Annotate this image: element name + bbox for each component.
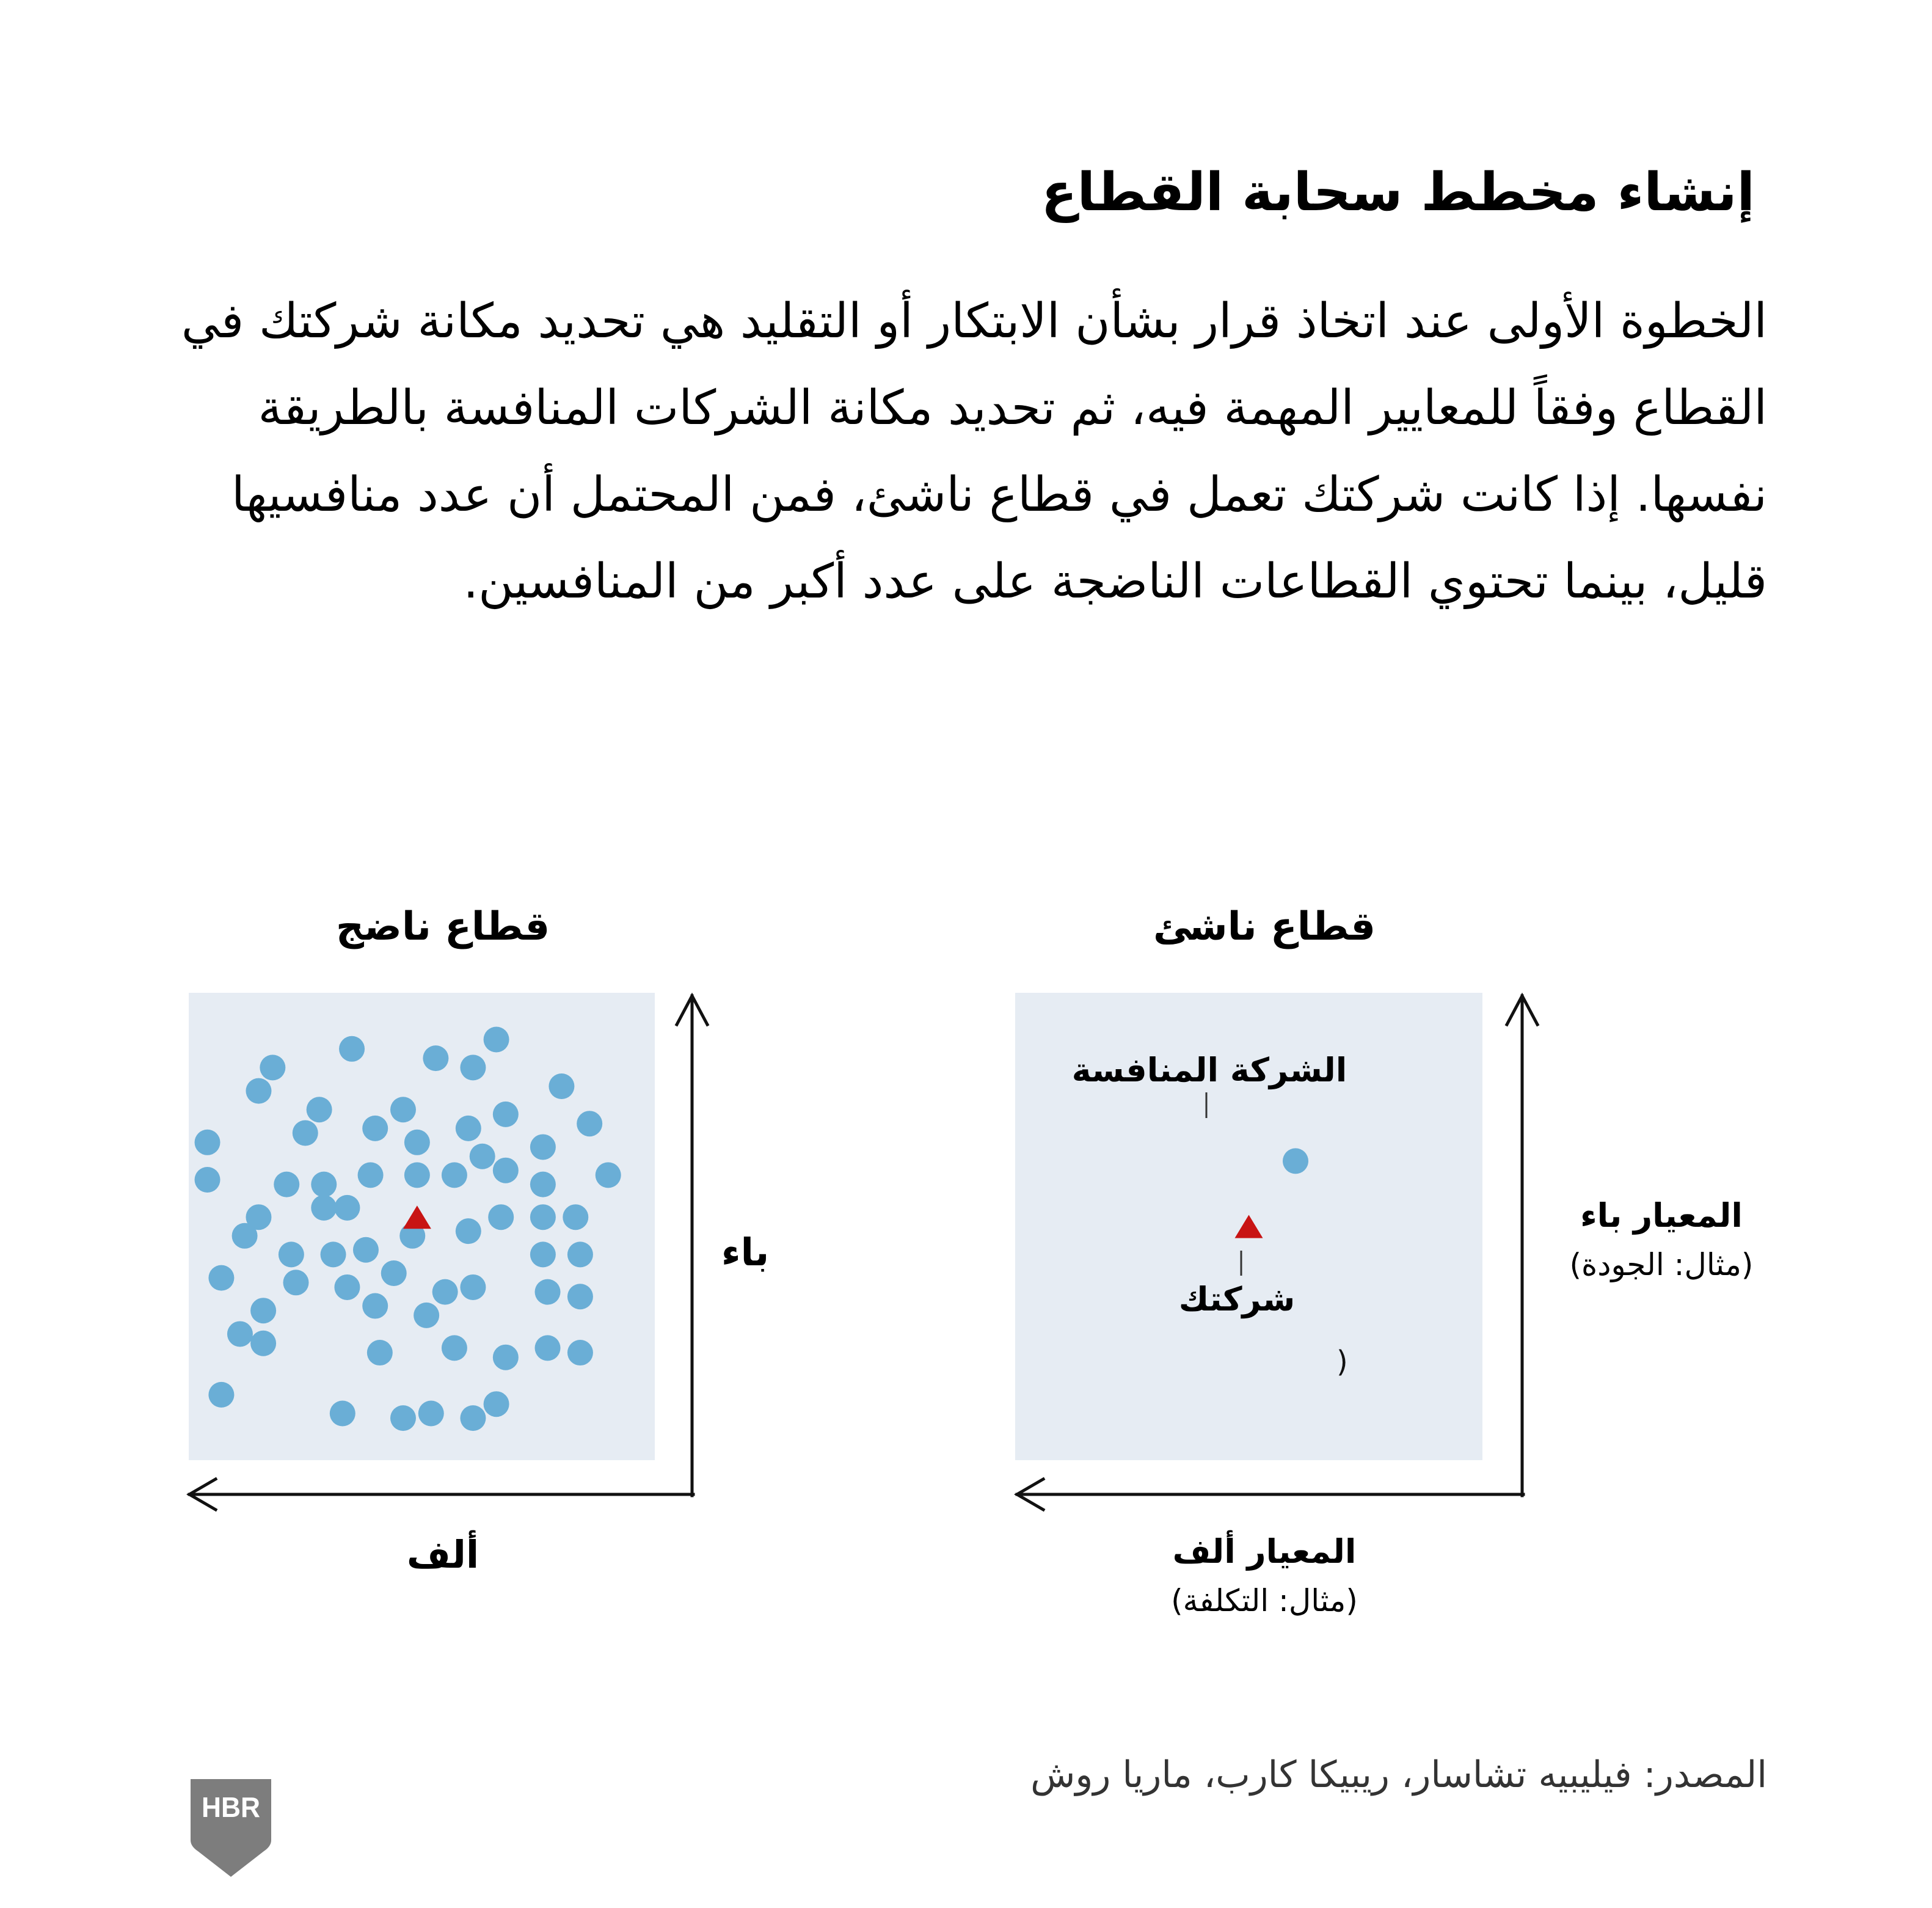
competitor-dot	[311, 1195, 337, 1221]
competitor-dot	[567, 1340, 593, 1365]
competitor-dot	[321, 1241, 346, 1267]
competitor-dot	[549, 1073, 574, 1099]
y-axis	[1507, 996, 1537, 1496]
competitor-dot	[456, 1218, 481, 1244]
competitor-dot	[596, 1162, 621, 1188]
competitor-dot	[330, 1401, 355, 1427]
competitor-dot	[442, 1162, 467, 1188]
x-axis-title: ألف	[406, 1532, 479, 1577]
competitor-dot	[1283, 1148, 1308, 1174]
competitor-dot	[530, 1204, 556, 1230]
intro-paragraph: الخطوة الأولى عند اتخاذ قرار بشأن الابتكار أو التقليد هي تحديد مكانة شركتك في القطاع وفقاً للمعايير المهمة فيه، ثم تحديد مكانة الشركات المنافسة بالطريقة نفسها. إذا كانت شركتك تعمل في قطاع ناشئ، فمن المحتمل أن عدد منافسيها قليل، بينما تحتوي القطاعات الناضجة على عدد أكبر من المنافسين.	[181, 294, 1767, 609]
competitor-dot	[530, 1172, 556, 1197]
competitor-dot	[423, 1045, 448, 1071]
competitor-dot	[530, 1241, 556, 1267]
competitor-dot	[246, 1078, 271, 1104]
competitor-dot	[195, 1167, 221, 1193]
competitor-dot	[353, 1237, 379, 1263]
competitor-dot	[334, 1274, 360, 1300]
competitor-dot	[358, 1162, 384, 1188]
stray-paren-mark: )	[1336, 1345, 1348, 1379]
competitor-dot	[418, 1401, 444, 1427]
competitor-dot	[432, 1279, 458, 1305]
competitor-dot	[279, 1241, 304, 1267]
competitor-dot	[567, 1284, 593, 1309]
competitor-dot	[390, 1097, 416, 1122]
competitor-dot	[460, 1405, 486, 1431]
competitor-dot	[535, 1279, 561, 1305]
competitor-dot	[362, 1116, 388, 1141]
x-axis-title: المعيار ألف	[1172, 1532, 1357, 1571]
competitor-dot	[493, 1158, 519, 1183]
x-axis-label	[1171, 1527, 1358, 1625]
competitor-dot	[195, 1130, 221, 1155]
competitor-dot	[460, 1055, 486, 1080]
competitor-dot	[339, 1036, 365, 1062]
competitor-dot	[493, 1345, 519, 1370]
y-axis-label	[721, 1228, 769, 1277]
competitor-dot	[250, 1298, 276, 1323]
competitor-label: الشركة المنافسة	[1071, 1051, 1347, 1089]
x-axis	[1017, 1479, 1523, 1510]
competitor-dot	[535, 1335, 561, 1361]
hbr-logo	[191, 1779, 271, 1877]
competitor-dot	[334, 1195, 360, 1221]
competitor-dot	[484, 1027, 509, 1053]
mature-industry-chart	[171, 904, 843, 1637]
competitor-dot	[274, 1172, 299, 1197]
competitor-dot	[404, 1130, 430, 1155]
y-axis-title: المعيار باء	[1580, 1196, 1743, 1235]
emerging-chart-title: قطاع ناشئ	[1153, 904, 1376, 949]
competitor-dot	[232, 1223, 258, 1249]
competitor-dot	[362, 1293, 388, 1319]
page-title: إنشاء مخطط سحابة القطاع	[1041, 162, 1755, 223]
competitor-dot	[311, 1172, 337, 1197]
y-axis-example: (مثال: الجودة)	[1569, 1247, 1754, 1282]
competitor-dot	[390, 1405, 416, 1431]
competitor-dot	[577, 1111, 602, 1136]
competitor-dot	[442, 1335, 467, 1361]
competitor-dot	[567, 1241, 593, 1267]
competitor-dot	[563, 1204, 588, 1230]
y-axis-label	[1570, 1191, 1754, 1289]
competitor-dot	[484, 1391, 509, 1417]
x-axis-label	[407, 1530, 479, 1579]
competitor-dot	[414, 1303, 439, 1328]
competitor-dot	[367, 1340, 393, 1365]
x-axis	[189, 1479, 693, 1510]
competitor-dot	[307, 1097, 332, 1122]
x-axis-example: (مثال: التكلفة)	[1171, 1583, 1358, 1618]
competitor-dot	[488, 1204, 514, 1230]
competitor-dot	[530, 1134, 556, 1160]
competitor-dot	[250, 1331, 276, 1356]
source-note: المصدر: فيليبيه تشاسار، ريبيكا كارب، ماريا روش	[1030, 1753, 1767, 1796]
competitor-dot	[208, 1265, 234, 1291]
competitor-dot	[208, 1382, 234, 1408]
competitor-dot	[283, 1270, 308, 1295]
competitor-dot	[470, 1144, 495, 1169]
hbr-logo-text: HBR	[202, 1791, 260, 1823]
y-axis	[677, 996, 707, 1496]
competitor-dot	[493, 1102, 519, 1127]
your-company-label: شركتك	[1178, 1280, 1296, 1318]
competitor-dot	[381, 1260, 407, 1286]
y-axis-title: باء	[721, 1230, 770, 1274]
competitor-dot	[404, 1162, 430, 1188]
competitor-dot	[260, 1055, 285, 1080]
competitor-dot	[460, 1274, 486, 1300]
competitor-dot	[227, 1321, 253, 1347]
emerging-industry-chart	[1002, 904, 1857, 1637]
competitor-dot	[293, 1120, 318, 1146]
competitor-dot	[456, 1116, 481, 1141]
mature-chart-title: قطاع ناضج	[335, 904, 550, 949]
